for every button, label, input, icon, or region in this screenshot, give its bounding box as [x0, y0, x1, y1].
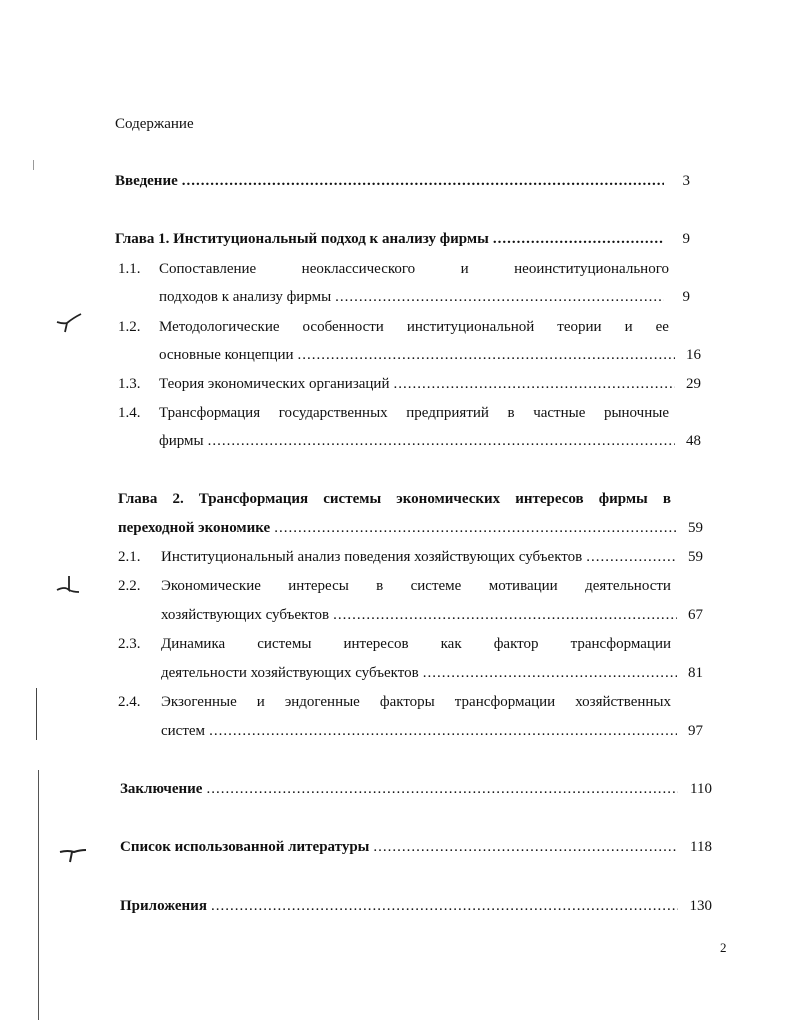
toc-word: Динамика [161, 636, 226, 652]
toc-page-number: 3 [682, 173, 690, 189]
toc-page-number: 67 [688, 607, 703, 623]
toc-word: как [440, 636, 462, 652]
toc-entry-1-3 [159, 374, 701, 394]
toc-page-number: 81 [688, 665, 703, 681]
toc-word: Сопоставление [159, 261, 257, 277]
toc-label: хозяйствующих субъектов [161, 607, 330, 623]
toc-label: Список использованной литературы [120, 839, 370, 855]
toc-label: основные концепции [159, 347, 294, 363]
toc-label: переходной экономике [118, 520, 271, 536]
margin-checkmark-icon [58, 842, 88, 866]
toc-word: деятельности [585, 578, 671, 594]
toc-label: Заключение [120, 781, 203, 797]
toc-label: подходов к анализу фирмы [159, 289, 332, 305]
toc-leader-dots [274, 518, 677, 538]
toc-word: и [256, 694, 265, 710]
toc-page-number: 29 [686, 376, 701, 392]
toc-section-number: 2.1. [118, 549, 141, 565]
toc-entry-2-4-line2 [161, 721, 703, 741]
toc-page-number: 59 [688, 520, 703, 536]
toc-entry-2-2-line2 [161, 605, 703, 625]
toc-entry-introduction [115, 171, 690, 191]
toc-section-number: 1.3. [118, 376, 141, 392]
toc-page-number: 16 [686, 347, 701, 363]
toc-leader-dots [393, 374, 675, 394]
toc-leader-dots [493, 229, 664, 249]
toc-word: мотивации [488, 578, 558, 594]
scan-edge-line [38, 770, 39, 1020]
toc-word: рыночные [603, 405, 669, 421]
toc-word: Экзогенные [161, 694, 237, 710]
page-title: Содержание [115, 116, 194, 132]
toc-word: системы [323, 491, 382, 507]
toc-entry-2-3-line1 [161, 634, 671, 654]
margin-checkmark-icon [55, 312, 85, 334]
toc-leader-dots [209, 721, 677, 741]
toc-word: государственных [278, 405, 388, 421]
toc-word: Экономические [161, 578, 261, 594]
toc-label: Приложения [120, 898, 207, 914]
margin-checkmark-icon [55, 572, 85, 598]
toc-word: 2. [172, 491, 184, 507]
toc-entry-chapter-1 [115, 229, 690, 249]
toc-page-number: 97 [688, 723, 703, 739]
toc-leader-dots [333, 605, 677, 625]
toc-word: особенности [302, 319, 384, 335]
toc-word: интересов [515, 491, 584, 507]
toc-entry-2-4-line1 [161, 692, 671, 712]
toc-word: предприятий [406, 405, 489, 421]
toc-entry-2-3-line2 [161, 663, 703, 683]
toc-entry-bibliography [120, 837, 712, 857]
toc-section-number: 1.1. [118, 261, 141, 277]
toc-page-number: 48 [686, 433, 701, 449]
toc-entry-1-2-line1 [159, 317, 669, 337]
toc-entry-conclusion [120, 779, 712, 799]
toc-entry-appendix [120, 896, 712, 916]
toc-word: интересы [288, 578, 349, 594]
toc-word: и [460, 261, 469, 277]
toc-word: хозяйственных [575, 694, 671, 710]
toc-entry-1-2-line2 [159, 345, 701, 365]
toc-word: системы [257, 636, 312, 652]
toc-word: в [376, 578, 384, 594]
toc-word: институциональной [406, 319, 535, 335]
toc-section-number: 2.4. [118, 694, 141, 710]
toc-leader-dots [373, 837, 678, 857]
toc-leader-dots [182, 171, 664, 191]
page-number: 2 [720, 940, 727, 955]
toc-entry-1-4-line1 [159, 403, 669, 423]
toc-entry-1-4-line2 [159, 431, 701, 451]
toc-section-number: 2.3. [118, 636, 141, 652]
toc-word: интересов [343, 636, 409, 652]
toc-entry-1-1-line1 [159, 259, 669, 279]
toc-page-number: 118 [690, 839, 712, 855]
toc-word: неоклассического [301, 261, 416, 277]
toc-page-number: 59 [688, 549, 703, 565]
toc-word: Трансформация [159, 405, 261, 421]
toc-section-number: 2.2. [118, 578, 141, 594]
toc-word: Методологические [159, 319, 280, 335]
toc-word: экономических [396, 491, 501, 507]
toc-word: Трансформация [198, 491, 309, 507]
toc-word: Глава [118, 491, 158, 507]
toc-label: фирмы [159, 433, 204, 449]
toc-page-number: 130 [689, 898, 712, 914]
toc-leader-dots [586, 547, 677, 567]
toc-label: Институциональный анализ поведения хозяйствующих субъектов [161, 549, 583, 565]
toc-word: фирмы [598, 491, 648, 507]
toc-leader-dots [206, 779, 678, 799]
toc-word: фактор [493, 636, 539, 652]
toc-word: системе [410, 578, 462, 594]
toc-word: трансформации [454, 694, 556, 710]
toc-entry-2-1 [161, 547, 703, 567]
toc-word: трансформации [570, 636, 671, 652]
toc-word: факторы [379, 694, 435, 710]
toc-entry-chapter-2-line2 [118, 518, 703, 538]
toc-word: в [507, 405, 515, 421]
toc-section-number: 1.4. [118, 405, 141, 421]
toc-entry-chapter-2-line1 [118, 489, 671, 509]
toc-entry-1-1-line2 [159, 287, 690, 307]
toc-leader-dots [208, 431, 675, 451]
scan-edge-line [36, 688, 37, 740]
toc-leader-dots [423, 663, 677, 683]
toc-label: систем [161, 723, 206, 739]
toc-word: эндогенные [284, 694, 360, 710]
toc-word: в [662, 491, 671, 507]
toc-word: частные [533, 405, 586, 421]
toc-leader-dots [298, 345, 675, 365]
toc-page-number: 110 [690, 781, 712, 797]
toc-entry-2-2-line1 [161, 576, 671, 596]
toc-label: Глава 1. Институциональный подход к анализу фирмы [115, 231, 489, 247]
toc-page-number: 9 [682, 231, 690, 247]
toc-leader-dots [335, 287, 664, 307]
toc-section-number: 1.2. [118, 319, 141, 335]
toc-leader-dots [211, 896, 678, 916]
toc-word: и [624, 319, 633, 335]
toc-page-number: 9 [682, 289, 690, 305]
scan-edge-mark [33, 160, 34, 170]
toc-word: неоинституционального [514, 261, 669, 277]
toc-label: деятельности хозяйствующих субъектов [161, 665, 419, 681]
toc-word: ее [655, 319, 669, 335]
toc-label: Введение [115, 173, 178, 189]
toc-label: Теория экономических организаций [159, 376, 390, 392]
toc-word: теории [557, 319, 602, 335]
